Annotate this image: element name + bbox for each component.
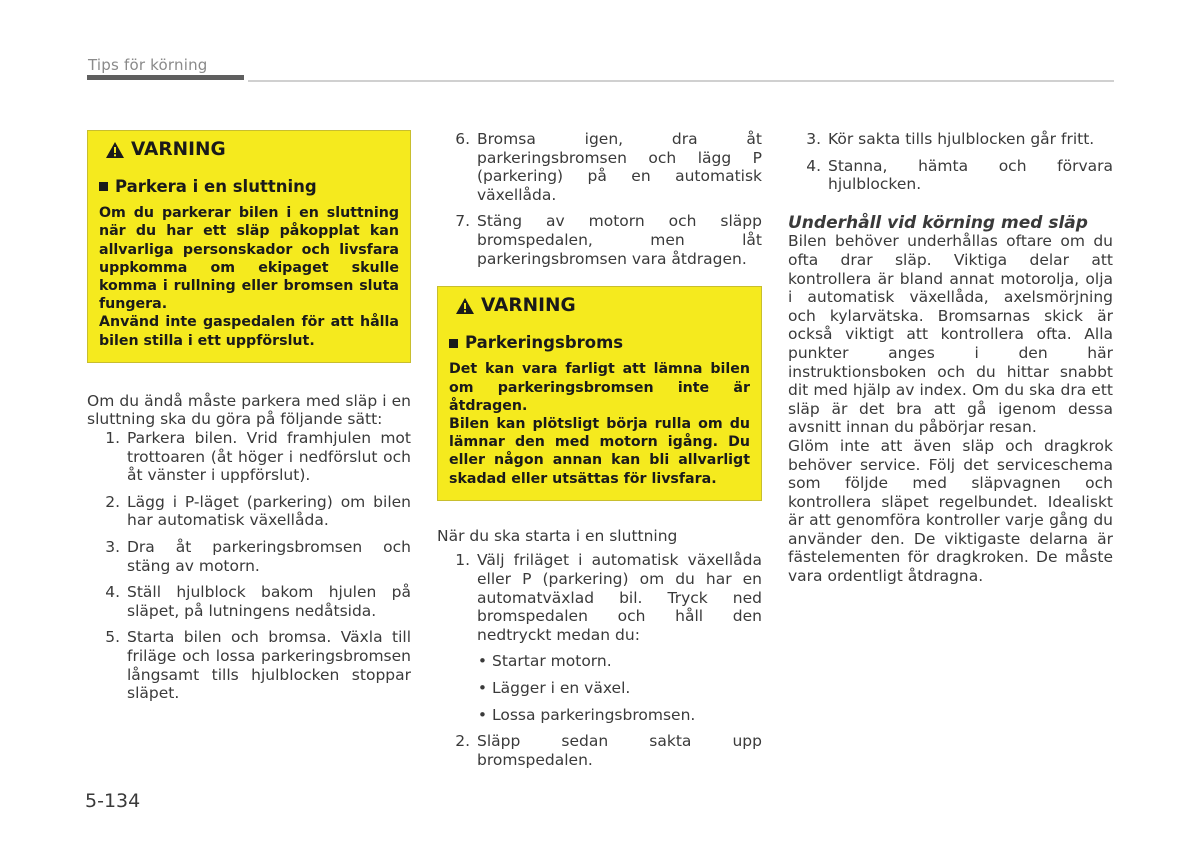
step-number: 6. [455,130,470,148]
bullet-text: Lossa parkeringsbromsen. [492,705,696,724]
warning-subtitle [449,334,750,353]
step-list [437,130,762,268]
warning-box-parking-brake [437,286,762,501]
page-number: 5-134 [85,790,141,812]
step-text: Välj friläget i automatisk växellåda eller P (parkering) om du har en automatväxlad bil. Tryck ned bromspedalen och håll den nedtryckt medan du: [477,551,762,644]
list-item [437,212,762,268]
list-item [87,493,411,530]
warning-title-text: VARNING [131,139,226,160]
warning-box-slope [87,130,411,363]
warning-title-text: VARNING [481,295,576,317]
step-number: 2. [105,492,120,511]
warning-text: Om du parkerar bilen i en sluttning när du har ett släp påkopplat kan allvarliga personskador och livsfara uppkomma om ekipaget skulle komma i rullning eller bromsen sluta fungera. [99,205,399,313]
step-number: 5. [105,628,120,647]
step-list [87,429,411,703]
square-bullet-icon [449,339,458,348]
warning-title [105,141,399,160]
bullet-text: Startar motorn. [492,652,612,671]
warning-subtitle-text: Parkeringsbroms [465,332,624,352]
list-item [788,130,1113,149]
bullet-dot-icon: • [477,652,487,671]
list-item [87,538,411,575]
warning-text: Använd inte gaspedalen för att hålla bilen stilla i ett uppförslut. [99,314,399,349]
warning-subtitle-text: Parkera i en sluttning [115,176,317,196]
step-number: 1. [105,429,120,447]
warning-triangle-icon [455,297,475,315]
start-heading: När du ska starta i en sluttning [437,526,678,545]
step-number: 3. [105,537,120,556]
column-1 [87,130,411,711]
bullet-text: Lägger i en växel. [492,678,631,697]
list-item [87,628,411,702]
header-accent-bar [87,75,244,80]
bullet-item [437,679,762,698]
list-item [87,583,411,620]
square-bullet-icon [99,182,108,191]
bullet-dot-icon: • [477,678,487,697]
column-3 [788,130,1113,586]
list-item [437,130,762,204]
warning-body [449,360,750,487]
list-item [437,551,762,644]
warning-body [99,204,399,350]
step-number: 7. [455,212,470,231]
list-item [788,157,1113,194]
step-number: 4. [806,156,821,175]
warning-subtitle [99,178,399,197]
warning-title [455,297,750,316]
step-number: 4. [105,583,120,602]
step-text: Parkera bilen. Vrid framhjulen mot trottoaren (åt höger i nedförslut och åt vänster i uppförslut). [127,429,411,485]
step-text: Lägg i P-läget (parkering) om bilen har automatisk växellåda. [127,492,411,530]
header-rule [248,80,1114,82]
step-list [437,551,762,644]
list-item [437,732,762,769]
section-title: Tips för körning [88,56,208,74]
bullet-item [437,652,762,671]
maintenance-heading: Underhåll vid körning med släp [788,212,1088,233]
step-text: Släpp sedan sakta upp bromspedalen. [477,732,762,769]
warning-triangle-icon [105,141,125,159]
step-number: 2. [455,732,470,751]
step-number: 1. [455,551,470,570]
step-text: Dra åt parkeringsbromsen och stäng av motorn. [127,537,411,575]
step-text: Starta bilen och bromsa. Växla till friläge och lossa parkeringsbromsen långsamt tills hjulblocken stoppar släpet. [127,628,411,703]
warning-text: Det kan vara farligt att lämna bilen om parkeringsbromsen inte är åtdragen. [449,361,750,414]
bullet-list [437,652,762,724]
intro-paragraph: Om du ändå måste parkera med släp i en sluttning ska du göra på följande sätt: [87,391,411,429]
bullet-item [437,706,762,725]
step-number: 3. [806,130,821,148]
step-text: Ställ hjulblock bakom hjulen på släpet, på lutningens nedåtsida. [127,583,411,620]
step-text: Stanna, hämta och förvara hjulblocken. [828,156,1113,194]
step-text: Stäng av motorn och släpp bromspedalen, men låt parkeringsbromsen vara åtdragen. [477,212,762,268]
step-text: Bromsa igen, dra åt parkeringsbromsen och lägg P (parkering) på en automatisk växellåda. [477,130,762,204]
maintenance-paragraph: Glöm inte att även släp och dragkrok behöver service. Följ det serviceschema som följde med släpvagnen och kontrollera släpet regelbundet. Idealiskt är att genomföra kontroller varje gång du använder den. De viktigaste delarna är fästelementen för dragkroken. De måste vara ordentligt åtdragna. [788,436,1113,586]
step-list [788,130,1113,194]
bullet-dot-icon: • [477,705,487,724]
maintenance-paragraph: Bilen behöver underhållas oftare om du ofta drar släp. Viktiga delar att kontrollera är bland annat motorolja, olja i automatisk växellåda, axelsmörjning och kylarvätska. Bromsarnas skick är också viktigt att kontrollera ofta. Alla punkter anges i den här instruktionsboken och du hittar snabbt dit med hjälp av index. Om du ska dra ett släp är det bra att gå igenom dessa avsnitt innan du påbörjar resan. [788,232,1113,437]
warning-text: Bilen kan plötsligt börja rulla om du lämnar den med motorn igång. Du eller någon annan kan bli allvarligt skadad eller utsättas för livsfara. [449,415,750,487]
step-list [437,732,762,769]
list-item [87,429,411,485]
step-text: Kör sakta tills hjulblocken går fritt. [828,130,1095,148]
column-2 [437,130,762,777]
